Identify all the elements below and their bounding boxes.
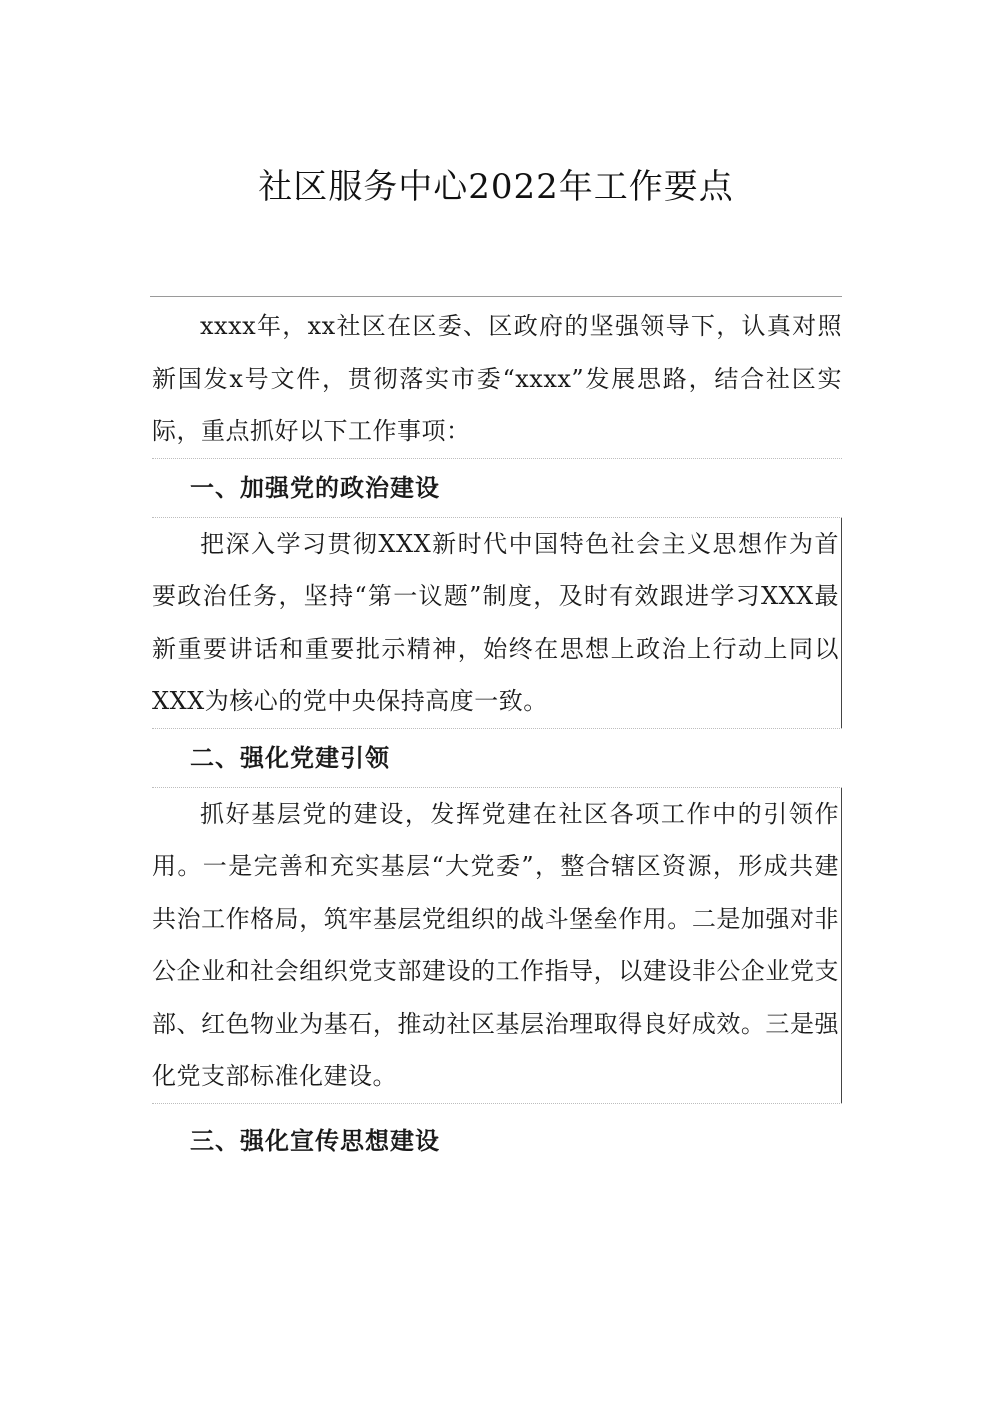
section-1-body: 把深入学习贯彻XXX新时代中国特色社会主义思想作为首要政治任务，坚持“第一议题”制度，及时有效跟进学习XXX最新重要讲话和重要批示精神，始终在思想上政治上行动上同以XXX为核心的党中央保持高度一致。 xyxy=(152,518,842,728)
intro-paragraph: xxxx年，xx社区在区委、区政府的坚强领导下，认真对照新国发x号文件，贯彻落实市委“xxxx”发展思路，结合社区实际，重点抓好以下工作事项： xyxy=(152,312,842,445)
section-3-heading: 三、强化宣传思想建设 xyxy=(190,1126,440,1155)
document-title: 社区服务中心2022年工作要点 xyxy=(258,167,734,207)
section-1-heading: 一、加强党的政治建设 xyxy=(190,473,440,502)
section-2-body: 抓好基层党的建设，发挥党建在社区各项工作中的引领作用。一是完善和充实基层“大党委”，整合辖区资源，形成共建共治工作格局，筑牢基层党组织的战斗堡垒作用。二是加强对非公企业和社会组织党支部建设的工作指导，以建设非公企业党支部、红色物业为基石，推动社区基层治理取得良好成效。三是强化党支部标准化建设。 xyxy=(152,788,842,1103)
document-body xyxy=(152,300,842,1170)
top-divider xyxy=(150,296,842,297)
section-2-heading: 二、强化党建引领 xyxy=(190,743,390,772)
paragraph-divider xyxy=(152,1103,842,1104)
